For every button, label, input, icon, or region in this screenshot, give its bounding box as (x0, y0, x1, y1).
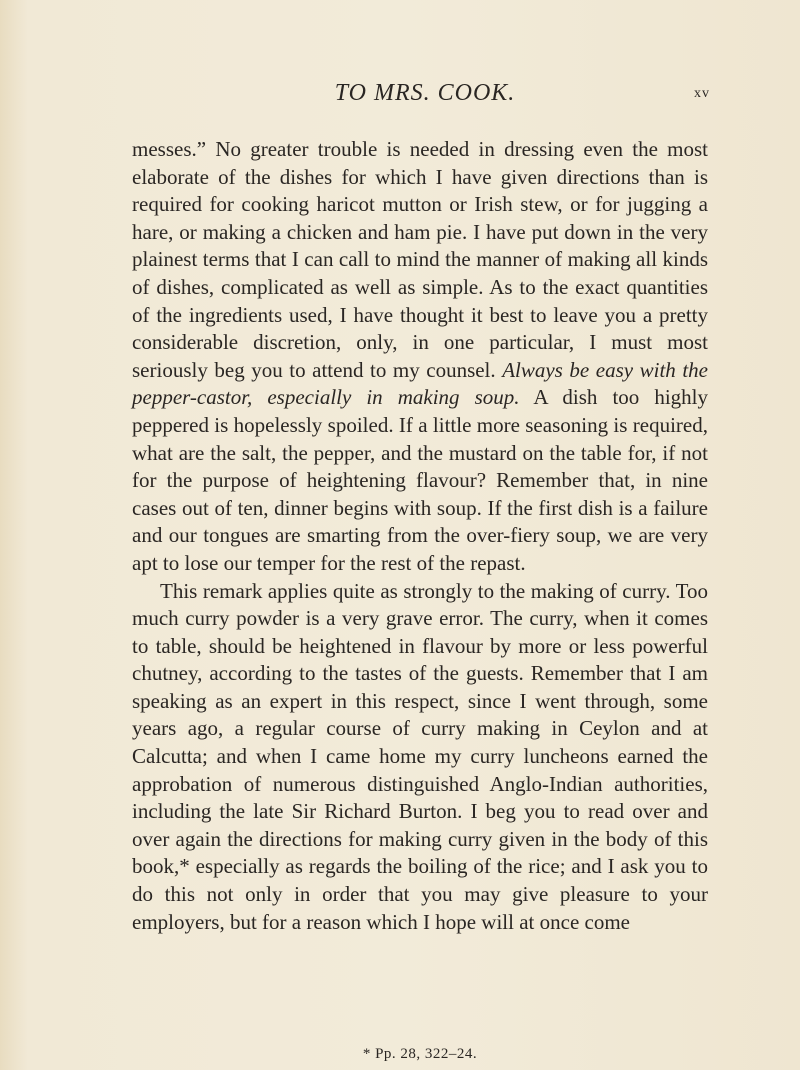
footnote: * Pp. 28, 322–24. (362, 1046, 478, 1062)
page-number: xv (694, 86, 710, 101)
paragraph-2 (132, 578, 708, 937)
paragraph-1-text-b: A dish too highly peppered is hopelessly spoiled. If a little more seasoning is required, what are the salt, the pepper, and the mustard on the table for, if not for the purpose of heightening flavour? Remember that, in nine cases out of ten, dinner begins with soup. If the first dish is a failure and our tongues are smarting from the over-fiery soup, we are very apt to lose our temper for the rest of the repast. (132, 385, 708, 575)
paragraph-1-italic-advice: Always be easy with the pepper-castor, especially in making soup. (132, 357, 708, 410)
page-header (140, 80, 710, 110)
paragraph-1-text-a: messes.” No greater trouble is needed in dressing even the most elaborate of the dishes for which I have given directions than is required for cooking haricot mutton or Irish stew, or for jugging a hare, or making a chicken and ham pie. I have put down in the very plainest terms that I can call to mind the manner of making all kinds of dishes, complicated as well as simple. As to the exact quantities of the ingredients used, I have thought it best to leave you a pretty considerable discretion, only, in one particular, I must most seriously beg you to attend to my counsel. (132, 137, 708, 382)
paragraph-2-text: This remark applies quite as strongly to the making of curry. Too much curry powder is a very grave error. The curry, when it comes to table, should be heightened in flavour by more or less powerful chutney, according to the tastes of the guests. Remember that I am speaking as an expert in this respect, since I went through, some years ago, a regular course of curry making in Ceylon and at Calcutta; and when I came home my curry luncheons earned the approbation of numerous distinguished Anglo-Indian authorities, including the late Sir Richard Burton. I beg you to read over and over again the directions for making curry given in the body of this book,* especially as regards the boiling of the rice; and I ask you to do this not only in order that you may give pleasure to your employers, but for a reason which I hope will at once come (132, 578, 708, 934)
paragraph-1 (132, 136, 708, 578)
body-text (132, 136, 708, 936)
running-head: TO MRS. COOK. (334, 80, 516, 106)
